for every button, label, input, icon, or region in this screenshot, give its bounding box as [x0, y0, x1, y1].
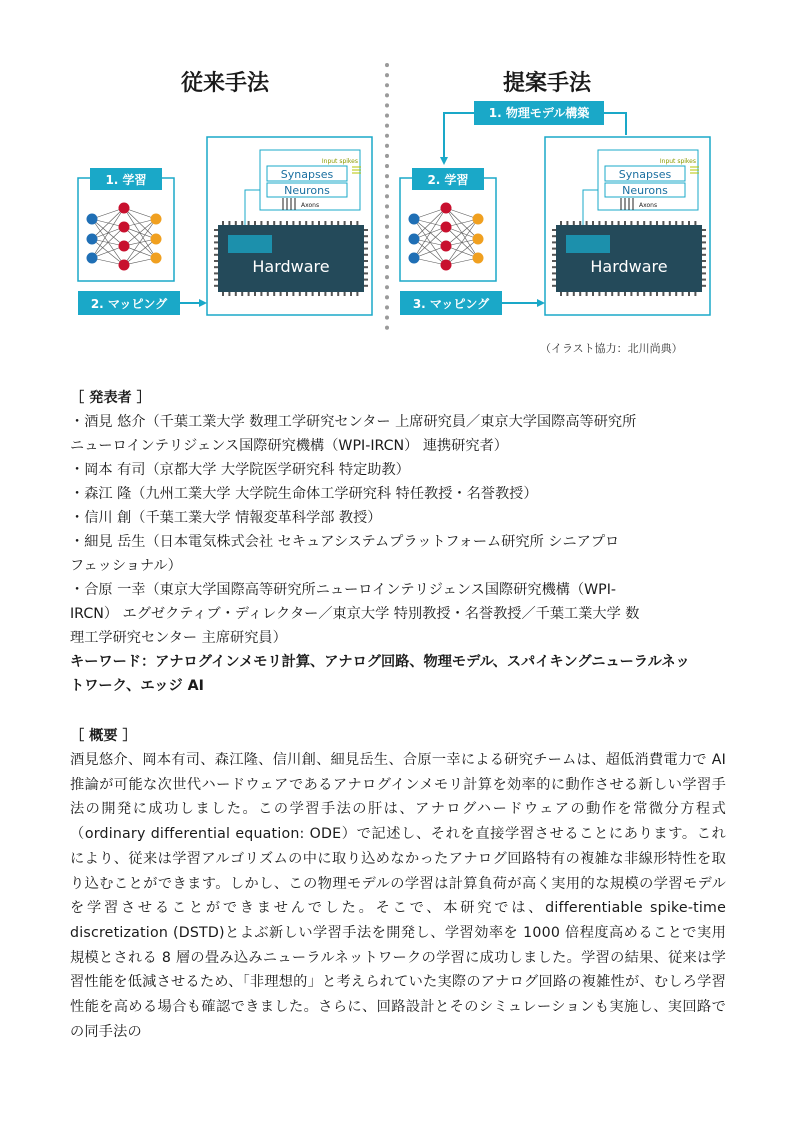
- chip-pin: [324, 221, 326, 225]
- nn-node: [87, 234, 98, 245]
- chip-pin: [702, 279, 706, 281]
- chip-pin: [254, 221, 256, 225]
- right-map-label: 3. マッピング: [412, 297, 490, 311]
- summary-heading: ［ 概要 ］: [70, 728, 137, 744]
- main-content: [70, 386, 726, 1044]
- chip-pin: [241, 292, 243, 296]
- nn-node: [441, 260, 452, 271]
- nn-node: [151, 234, 162, 245]
- chip-pin: [702, 285, 706, 287]
- chip-pin: [286, 221, 288, 225]
- chip-pin: [611, 221, 613, 225]
- summary-text: 酒見悠介、岡本有司、森江隆、信川創、細見岳生、合原一幸による研究チームは、超低消費電力で AI 推論が可能な次世代ハードウェアであるアナログインメモリ計算を効率的に動作させる新しい学習手法の開発に成功しました。この学習手法の肝は、アナログハードウェアの動作を常微分方程式（ordinary differential equation: ODE）で記述し、それを直接学習させることにあります。これにより、従来は学習アルゴリズムの中に取り込めなかったアナログ回路特有の複雑な非線形特性を取り込むことができます。しかし、この物理モデルの学習は計算負荷が高く実用的な規模の学習モデルを学習させることができませんでした。そこで、本研究では、differentiable spike-time discretization (DSTD)とよぶ新しい学習手法を開発し、学習効率を 1000 倍程度高めることで実用規模とされる 8 層の畳み込みニューラルネットワークの学習に成功しました。学習の結果、従来は学習性能を低減させるため、「非理想的」と考えられていた実際のアナログ回路の複雑性が、むしろ学習性能を高める場合も確認できました。さらに、回路設計とそのシミュレーションも実施し、実回路での同手法の: [70, 752, 726, 1040]
- chip-pin: [214, 235, 218, 237]
- nn-node: [119, 241, 130, 252]
- nn-node: [473, 234, 484, 245]
- chip-pin: [650, 221, 652, 225]
- chip-pin: [552, 235, 556, 237]
- chip-pin: [248, 292, 250, 296]
- chip-pin: [324, 292, 326, 296]
- chip-pin: [356, 221, 358, 225]
- chip-pin: [552, 254, 556, 256]
- chip-pin: [214, 279, 218, 281]
- left-map-label: 2. マッピング: [90, 297, 168, 311]
- chip-pin: [650, 292, 652, 296]
- chip-pin: [292, 292, 294, 296]
- chip-pin: [312, 292, 314, 296]
- keywords-line: トワーク、エッジ AI: [70, 678, 204, 694]
- neurons-label: Neurons: [284, 184, 330, 197]
- chip-pin: [611, 292, 613, 296]
- nn-node: [119, 260, 130, 271]
- chip-pin: [214, 248, 218, 250]
- chip-pin: [694, 221, 696, 225]
- chip-pin: [656, 221, 658, 225]
- chip-pin: [312, 221, 314, 225]
- chip-pin: [579, 292, 581, 296]
- chip-pin: [573, 221, 575, 225]
- chip-pin: [267, 221, 269, 225]
- chip-pin: [702, 260, 706, 262]
- chip-pin: [364, 260, 368, 262]
- chip-pin: [273, 292, 275, 296]
- chip-pin: [598, 221, 600, 225]
- chip-pin: [682, 292, 684, 296]
- axons-label: Axons: [639, 202, 658, 209]
- left-panel: [78, 137, 372, 315]
- nn-node: [409, 234, 420, 245]
- left-learn-label: 1. 学習: [105, 173, 147, 187]
- chip-pin: [552, 248, 556, 250]
- nn-node: [473, 253, 484, 264]
- chip-pin: [248, 221, 250, 225]
- chip-pin: [552, 229, 556, 231]
- chip-pin: [350, 292, 352, 296]
- chip-pin: [214, 272, 218, 274]
- input-spikes-label: Input spikes: [659, 158, 696, 165]
- hardware-label: Hardware: [252, 257, 330, 276]
- chip-pin: [592, 221, 594, 225]
- presenter-line: ・岡本 有司（京都大学 大学院医学研究科 特定助教）: [70, 462, 410, 478]
- chip-pin: [688, 292, 690, 296]
- chip-pin: [552, 266, 556, 268]
- chip-pin: [605, 221, 607, 225]
- chip-pin: [214, 285, 218, 287]
- nn-node: [151, 214, 162, 225]
- chip-pin: [579, 221, 581, 225]
- chip-pin: [364, 235, 368, 237]
- chip-pin: [260, 292, 262, 296]
- chip-pin: [260, 221, 262, 225]
- synapses-label: Synapses: [280, 168, 334, 181]
- chip-pin: [356, 292, 358, 296]
- chip-pin: [669, 221, 671, 225]
- chip-pin: [350, 221, 352, 225]
- axons-label: Axons: [301, 202, 320, 209]
- chip-pin: [364, 272, 368, 274]
- chip-pin: [364, 248, 368, 250]
- left-title: 従来手法: [180, 71, 270, 96]
- chip-pin: [337, 221, 339, 225]
- chip-pin: [241, 221, 243, 225]
- right-panel: [400, 101, 710, 315]
- chip-pin: [560, 221, 562, 225]
- chip-pin: [305, 292, 307, 296]
- chip-pin: [214, 254, 218, 256]
- nn-node: [409, 253, 420, 264]
- chip-pin: [364, 229, 368, 231]
- chip-pin: [286, 292, 288, 296]
- chip-pin: [618, 292, 620, 296]
- presenter-line: ・信川 創（千葉工業大学 情報変革科学部 教授）: [70, 510, 382, 526]
- chip-pin: [364, 266, 368, 268]
- chip-pin: [605, 292, 607, 296]
- right-title: 提案手法: [502, 71, 592, 96]
- presenter-line: フェッショナル）: [70, 558, 182, 574]
- model-build-label: 1. 物理モデル構築: [488, 106, 590, 120]
- chip-pin: [560, 292, 562, 296]
- nn-node: [441, 222, 452, 233]
- chip-pin: [643, 292, 645, 296]
- chip-pin: [662, 292, 664, 296]
- chip-pin: [337, 292, 339, 296]
- chip-pin: [618, 221, 620, 225]
- chip-core-block: [566, 235, 610, 253]
- chip-pin: [214, 229, 218, 231]
- chip-pin: [254, 292, 256, 296]
- chip-pin: [344, 221, 346, 225]
- chip-pin: [675, 292, 677, 296]
- nn-node: [441, 241, 452, 252]
- chip-pin: [702, 272, 706, 274]
- chip-pin: [318, 292, 320, 296]
- chip-pin: [344, 292, 346, 296]
- chip-pin: [214, 260, 218, 262]
- presenter-line: ・酒見 悠介（千葉工業大学 数理工学研究センター 上席研究員／東京大学国際高等研究所: [70, 414, 637, 430]
- chip-pin: [675, 221, 677, 225]
- chip-pin: [637, 292, 639, 296]
- chip-pin: [364, 241, 368, 243]
- chip-pin: [299, 221, 301, 225]
- nn-node: [119, 203, 130, 214]
- hardware-label: Hardware: [590, 257, 668, 276]
- illustration-credit: （イラスト協力：北川尚典）: [540, 342, 683, 355]
- chip-pin: [222, 292, 224, 296]
- chip-pin: [214, 241, 218, 243]
- synapses-label: Synapses: [618, 168, 672, 181]
- chip-pin: [228, 221, 230, 225]
- input-spikes-label: Input spikes: [321, 158, 358, 165]
- chip-pin: [552, 260, 556, 262]
- nn-node: [409, 214, 420, 225]
- chip-pin: [267, 292, 269, 296]
- keywords-line: キーワード：アナログインメモリ計算、アナログ回路、物理モデル、スパイキングニューラルネッ: [70, 654, 690, 670]
- nn-node: [87, 214, 98, 225]
- chip-pin: [630, 292, 632, 296]
- chip-pin: [331, 221, 333, 225]
- chip-pin: [235, 292, 237, 296]
- chip-pin: [552, 241, 556, 243]
- chip-pin: [694, 292, 696, 296]
- chip-pin: [637, 221, 639, 225]
- chip-pin: [552, 285, 556, 287]
- chip-pin: [586, 292, 588, 296]
- presenter-line: ・細見 岳生（日本電気株式会社 セキュアシステムプラットフォーム研究所 シニアプロ: [70, 534, 620, 550]
- presenter-line: IRCN） エグゼクティブ・ディレクター／東京大学 特別教授・名誉教授／千葉工業大学 数: [70, 606, 640, 622]
- presenters-heading: ［ 発表者 ］: [70, 390, 151, 406]
- nn-node: [87, 253, 98, 264]
- chip-pin: [702, 266, 706, 268]
- nn-node: [119, 222, 130, 233]
- chip-pin: [573, 292, 575, 296]
- chip-pin: [566, 292, 568, 296]
- chip-pin: [228, 292, 230, 296]
- chip-pin: [280, 292, 282, 296]
- presenter-line: ・合原 一幸（東京大学国際高等研究所ニューロインテリジェンス国際研究機構（WPI-: [70, 582, 617, 598]
- chip-pin: [299, 292, 301, 296]
- nn-node: [151, 253, 162, 264]
- neurons-label: Neurons: [622, 184, 668, 197]
- chip-pin: [630, 221, 632, 225]
- chip-pin: [292, 221, 294, 225]
- chip-pin: [702, 229, 706, 231]
- chip-pin: [273, 221, 275, 225]
- chip-pin: [702, 235, 706, 237]
- chip-pin: [364, 279, 368, 281]
- chip-pin: [592, 292, 594, 296]
- chip-pin: [643, 221, 645, 225]
- chip-pin: [702, 241, 706, 243]
- chip-pin: [364, 254, 368, 256]
- chip-pin: [331, 292, 333, 296]
- chip-core-block: [228, 235, 272, 253]
- chip-pin: [222, 221, 224, 225]
- presenter-line: 理工学研究センター 主席研究員）: [70, 630, 287, 646]
- chip-pin: [280, 221, 282, 225]
- nn-node: [441, 203, 452, 214]
- chip-pin: [702, 248, 706, 250]
- nn-node: [473, 214, 484, 225]
- chip-pin: [682, 221, 684, 225]
- chip-pin: [662, 221, 664, 225]
- chip-pin: [235, 221, 237, 225]
- presenter-line: ニューロインテリジェンス国際研究機構（WPI-IRCN） 連携研究者）: [70, 438, 508, 454]
- chip-pin: [624, 292, 626, 296]
- method-comparison-figure: [0, 0, 794, 360]
- chip-pin: [624, 221, 626, 225]
- chip-pin: [688, 221, 690, 225]
- presenter-line: ・森江 隆（九州工業大学 大学院生命体工学研究科 特任教授・名誉教授）: [70, 486, 538, 502]
- chip-pin: [702, 254, 706, 256]
- right-learn-label: 2. 学習: [427, 173, 469, 187]
- chip-pin: [364, 285, 368, 287]
- chip-pin: [305, 221, 307, 225]
- chip-pin: [669, 292, 671, 296]
- chip-pin: [566, 221, 568, 225]
- chip-pin: [552, 272, 556, 274]
- chip-pin: [656, 292, 658, 296]
- chip-pin: [586, 221, 588, 225]
- chip-pin: [552, 279, 556, 281]
- chip-pin: [598, 292, 600, 296]
- chip-pin: [214, 266, 218, 268]
- chip-pin: [318, 221, 320, 225]
